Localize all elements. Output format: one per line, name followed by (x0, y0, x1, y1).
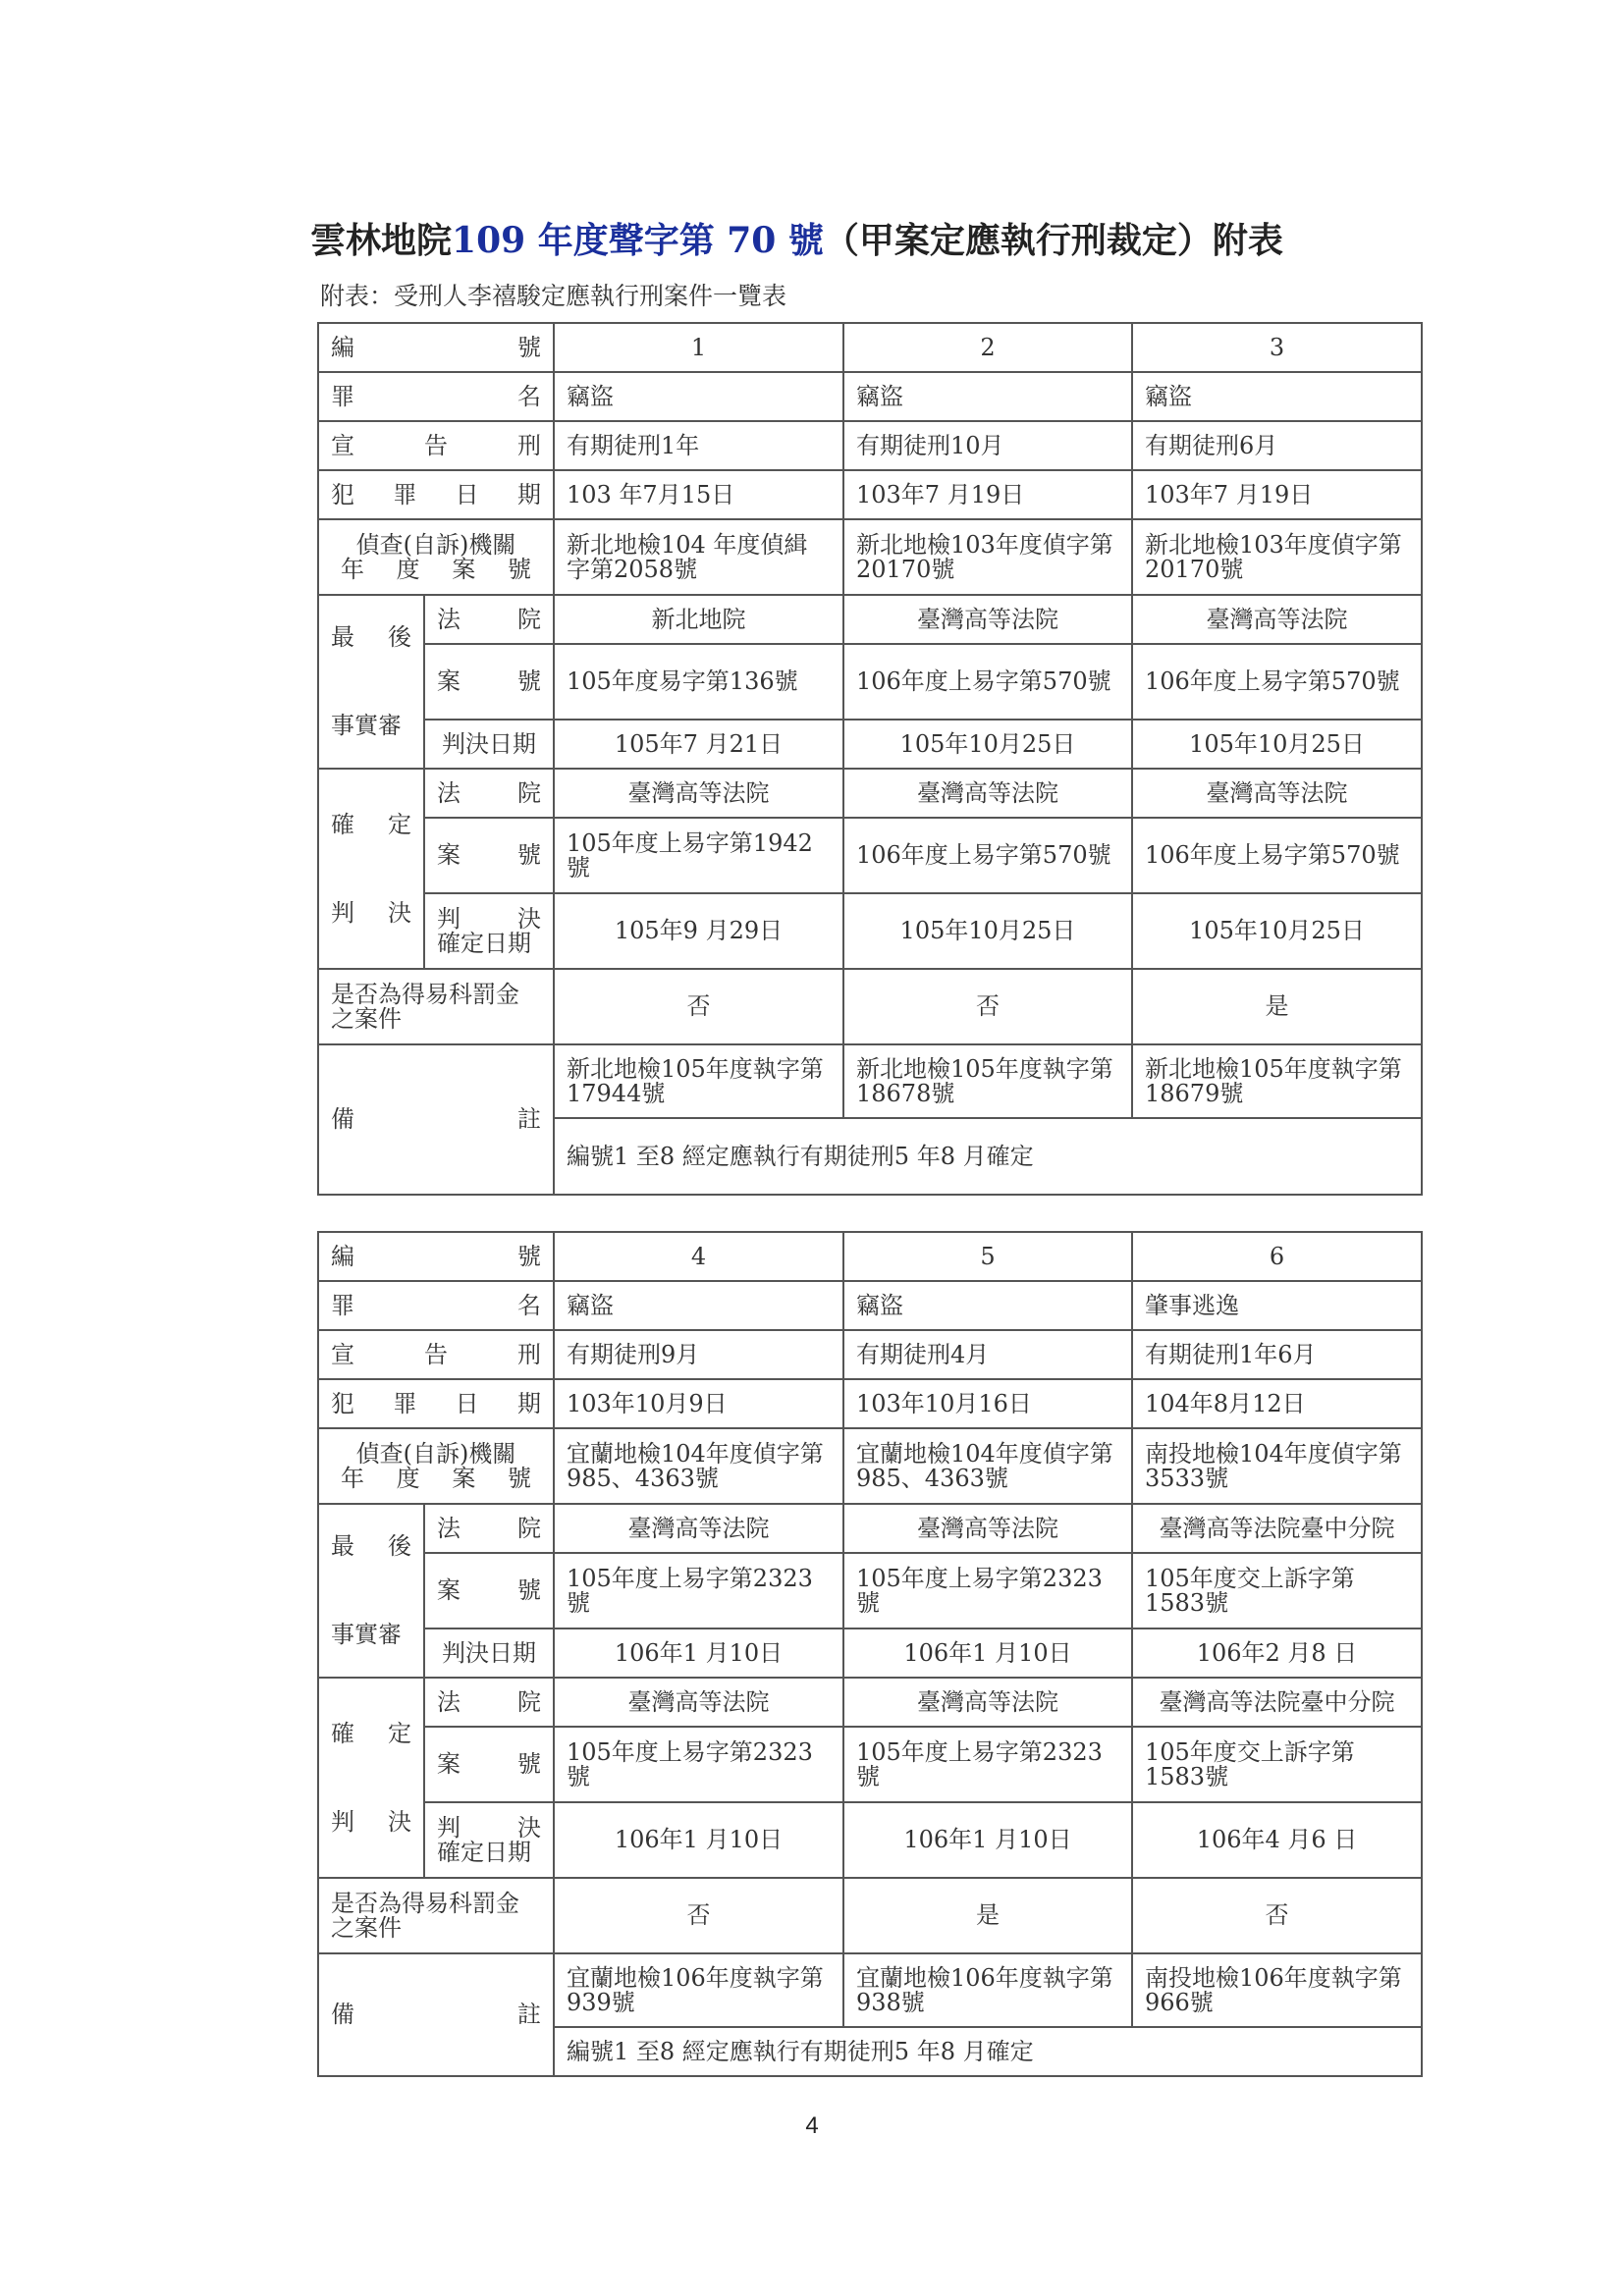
cell-last-date: 106年1 月10日 (843, 1629, 1132, 1678)
cell-sentence: 有期徒刑10月 (843, 421, 1132, 470)
label-notes: 備 註 (318, 1953, 554, 2076)
cell-crime: 肇事逃逸 (1132, 1281, 1422, 1330)
cell-fine: 否 (554, 1878, 843, 1953)
row-fine (318, 969, 1422, 1044)
label-case: 案 號 (424, 1727, 554, 1802)
cell-number: 6 (1132, 1232, 1422, 1281)
row-agency (318, 1428, 1422, 1504)
cell-last-case: 105年度上易字第2323號 (554, 1553, 843, 1629)
cell-merged-note: 編號1 至8 經定應執行有期徒刑5 年8 月確定 (554, 1118, 1422, 1195)
cell-last-court: 臺灣高等法院 (843, 595, 1132, 644)
cell-last-date: 105年10月25日 (843, 720, 1132, 769)
schedule-table-1 (317, 322, 1423, 1196)
cell-fine: 否 (843, 969, 1132, 1044)
cell-conf-case: 105年度交上訴字第1583號 (1132, 1727, 1422, 1802)
row-conf-case (318, 1727, 1422, 1802)
table-caption: 附表：受刑人李禧駿定應執行刑案件一覽表 (320, 282, 787, 310)
cell-number: 3 (1132, 323, 1422, 372)
cell-conf-case: 105年度上易字第2323號 (843, 1727, 1132, 1802)
row-notes (318, 1953, 1422, 2027)
cell-note: 新北地檢105年度執字第17944號 (554, 1044, 843, 1118)
cell-conf-case: 106年度上易字第570號 (1132, 818, 1422, 893)
cell-conf-case: 105年度上易字第1942號 (554, 818, 843, 893)
cell-number: 4 (554, 1232, 843, 1281)
cell-conf-date: 106年4 月6 日 (1132, 1802, 1422, 1878)
cell-last-date: 106年1 月10日 (554, 1629, 843, 1678)
cell-conf-date: 105年10月25日 (1132, 893, 1422, 969)
cell-last-date: 105年7 月21日 (554, 720, 843, 769)
cell-fine: 是 (843, 1878, 1132, 1953)
cell-conf-case: 105年度上易字第2323號 (554, 1727, 843, 1802)
cell-sentence: 有期徒刑4月 (843, 1330, 1132, 1379)
cell-note: 宜蘭地檢106年度執字第939號 (554, 1953, 843, 2027)
label-fine: 是否為得易科罰金 之案件 (318, 969, 554, 1044)
cell-crime-date: 103 年7月15日 (554, 470, 843, 519)
row-last-date (318, 1629, 1422, 1678)
label-court: 法 院 (424, 769, 554, 818)
label-notes: 備 註 (318, 1044, 554, 1195)
cell-agency: 新北地檢103年度偵字第20170號 (1132, 519, 1422, 595)
row-conf-date (318, 1802, 1422, 1878)
row-fine (318, 1878, 1422, 1953)
row-last-case (318, 1553, 1422, 1629)
row-crime-date (318, 470, 1422, 519)
cell-crime-date: 103年10月9日 (554, 1379, 843, 1428)
row-last-date (318, 720, 1422, 769)
cell-note: 新北地檢105年度執字第18678號 (843, 1044, 1132, 1118)
cell-last-court: 臺灣高等法院 (843, 1504, 1132, 1553)
cell-conf-court: 臺灣高等法院 (843, 769, 1132, 818)
cell-conf-date: 106年1 月10日 (843, 1802, 1132, 1878)
label-crime: 罪 名 (318, 1281, 554, 1330)
label-court: 法 院 (424, 1504, 554, 1553)
cell-sentence: 有期徒刑1年6月 (1132, 1330, 1422, 1379)
title-prefix: 雲林地院 (310, 220, 453, 261)
cell-conf-court: 臺灣高等法院 (554, 769, 843, 818)
cell-last-court: 臺灣高等法院 (1132, 595, 1422, 644)
cell-conf-court: 臺灣高等法院臺中分院 (1132, 1678, 1422, 1727)
cell-conf-date: 105年9 月29日 (554, 893, 843, 969)
cell-crime-date: 103年10月16日 (843, 1379, 1132, 1428)
cell-fine: 否 (554, 969, 843, 1044)
row-conf-court (318, 1678, 1422, 1727)
cell-number: 5 (843, 1232, 1132, 1281)
cell-crime: 竊盜 (1132, 372, 1422, 421)
cell-number: 1 (554, 323, 843, 372)
cell-sentence: 有期徒刑1年 (554, 421, 843, 470)
cell-last-court: 新北地院 (554, 595, 843, 644)
cell-crime: 竊盜 (843, 1281, 1132, 1330)
cell-crime: 竊盜 (843, 372, 1132, 421)
cell-last-case: 106年度上易字第570號 (843, 644, 1132, 720)
label-confirm-date: 判 決 確定日期 (424, 893, 554, 969)
label-confirmed-judgment: 確 定 判 決 (318, 1678, 424, 1878)
label-case: 案 號 (424, 818, 554, 893)
label-judgment-date: 判決日期 (424, 720, 554, 769)
row-sentence (318, 1330, 1422, 1379)
cell-conf-date: 105年10月25日 (843, 893, 1132, 969)
cell-last-case: 105年度上易字第2323號 (843, 1553, 1132, 1629)
cell-conf-case: 106年度上易字第570號 (843, 818, 1132, 893)
row-crime-date (318, 1379, 1422, 1428)
row-last-court (318, 1504, 1422, 1553)
cell-crime-date: 103年7 月19日 (1132, 470, 1422, 519)
cell-last-date: 105年10月25日 (1132, 720, 1422, 769)
cell-agency: 新北地檢103年度偵字第20170號 (843, 519, 1132, 595)
label-crime-date: 犯 罪 日 期 (318, 1379, 554, 1428)
label-court: 法 院 (424, 1678, 554, 1727)
label-confirm-date: 判 決 確定日期 (424, 1802, 554, 1878)
row-conf-date (318, 893, 1422, 969)
row-agency (318, 519, 1422, 595)
cell-crime-date: 103年7 月19日 (843, 470, 1132, 519)
row-number (318, 1232, 1422, 1281)
cell-sentence: 有期徒刑9月 (554, 1330, 843, 1379)
label-case: 案 號 (424, 1553, 554, 1629)
cell-number: 2 (843, 323, 1132, 372)
cell-merged-note: 編號1 至8 經定應執行有期徒刑5 年8 月確定 (554, 2027, 1422, 2076)
cell-crime-date: 104年8月12日 (1132, 1379, 1422, 1428)
cell-conf-court: 臺灣高等法院 (554, 1678, 843, 1727)
label-court: 法 院 (424, 595, 554, 644)
cell-note: 南投地檢106年度執字第966號 (1132, 1953, 1422, 2027)
label-agency: 偵查(自訴)機關 年 度 案 號 (318, 519, 554, 595)
cell-last-case: 105年度交上訴字第1583號 (1132, 1553, 1422, 1629)
label-number: 編 號 (318, 323, 554, 372)
label-sentence: 宣 告 刑 (318, 421, 554, 470)
schedule-table-2 (317, 1231, 1423, 2077)
row-last-court (318, 595, 1422, 644)
label-fine: 是否為得易科罰金 之案件 (318, 1878, 554, 1953)
label-sentence: 宣 告 刑 (318, 1330, 554, 1379)
cell-crime: 竊盜 (554, 1281, 843, 1330)
title-case-number: 109 年度聲字第 70 號 (452, 220, 824, 261)
label-case: 案 號 (424, 644, 554, 720)
cell-last-date: 106年2 月8 日 (1132, 1629, 1422, 1678)
label-number: 編 號 (318, 1232, 554, 1281)
label-crime-date: 犯 罪 日 期 (318, 470, 554, 519)
cell-agency: 宜蘭地檢104年度偵字第985、4363號 (843, 1428, 1132, 1504)
row-number (318, 323, 1422, 372)
cell-sentence: 有期徒刑6月 (1132, 421, 1422, 470)
cell-conf-court: 臺灣高等法院 (843, 1678, 1132, 1727)
cell-last-court: 臺灣高等法院 (554, 1504, 843, 1553)
cell-agency: 宜蘭地檢104年度偵字第985、4363號 (554, 1428, 843, 1504)
row-notes (318, 1044, 1422, 1118)
cell-fine: 否 (1132, 1878, 1422, 1953)
row-sentence (318, 421, 1422, 470)
page-number: 4 (805, 2112, 819, 2139)
cell-note: 新北地檢105年度執字第18679號 (1132, 1044, 1422, 1118)
label-crime: 罪 名 (318, 372, 554, 421)
cell-conf-date: 106年1 月10日 (554, 1802, 843, 1878)
label-last-trial: 最 後 事實審 (318, 1504, 424, 1678)
cell-agency: 新北地檢104 年度偵緝字第2058號 (554, 519, 843, 595)
title-suffix: （甲案定應執行刑裁定）附表 (823, 220, 1283, 261)
cell-last-court: 臺灣高等法院臺中分院 (1132, 1504, 1422, 1553)
cell-crime: 竊盜 (554, 372, 843, 421)
cell-agency: 南投地檢104年度偵字第3533號 (1132, 1428, 1422, 1504)
cell-fine: 是 (1132, 969, 1422, 1044)
cell-last-case: 106年度上易字第570號 (1132, 644, 1422, 720)
cell-last-case: 105年度易字第136號 (554, 644, 843, 720)
label-last-trial: 最 後 事實審 (318, 595, 424, 769)
label-confirmed-judgment: 確 定 判 決 (318, 769, 424, 969)
label-agency: 偵查(自訴)機關 年 度 案 號 (318, 1428, 554, 1504)
document-title (310, 210, 1390, 271)
row-conf-court (318, 769, 1422, 818)
label-judgment-date: 判決日期 (424, 1629, 554, 1678)
cell-note: 宜蘭地檢106年度執字第938號 (843, 1953, 1132, 2027)
row-crime (318, 372, 1422, 421)
cell-conf-court: 臺灣高等法院 (1132, 769, 1422, 818)
row-last-case (318, 644, 1422, 720)
row-crime (318, 1281, 1422, 1330)
row-conf-case (318, 818, 1422, 893)
